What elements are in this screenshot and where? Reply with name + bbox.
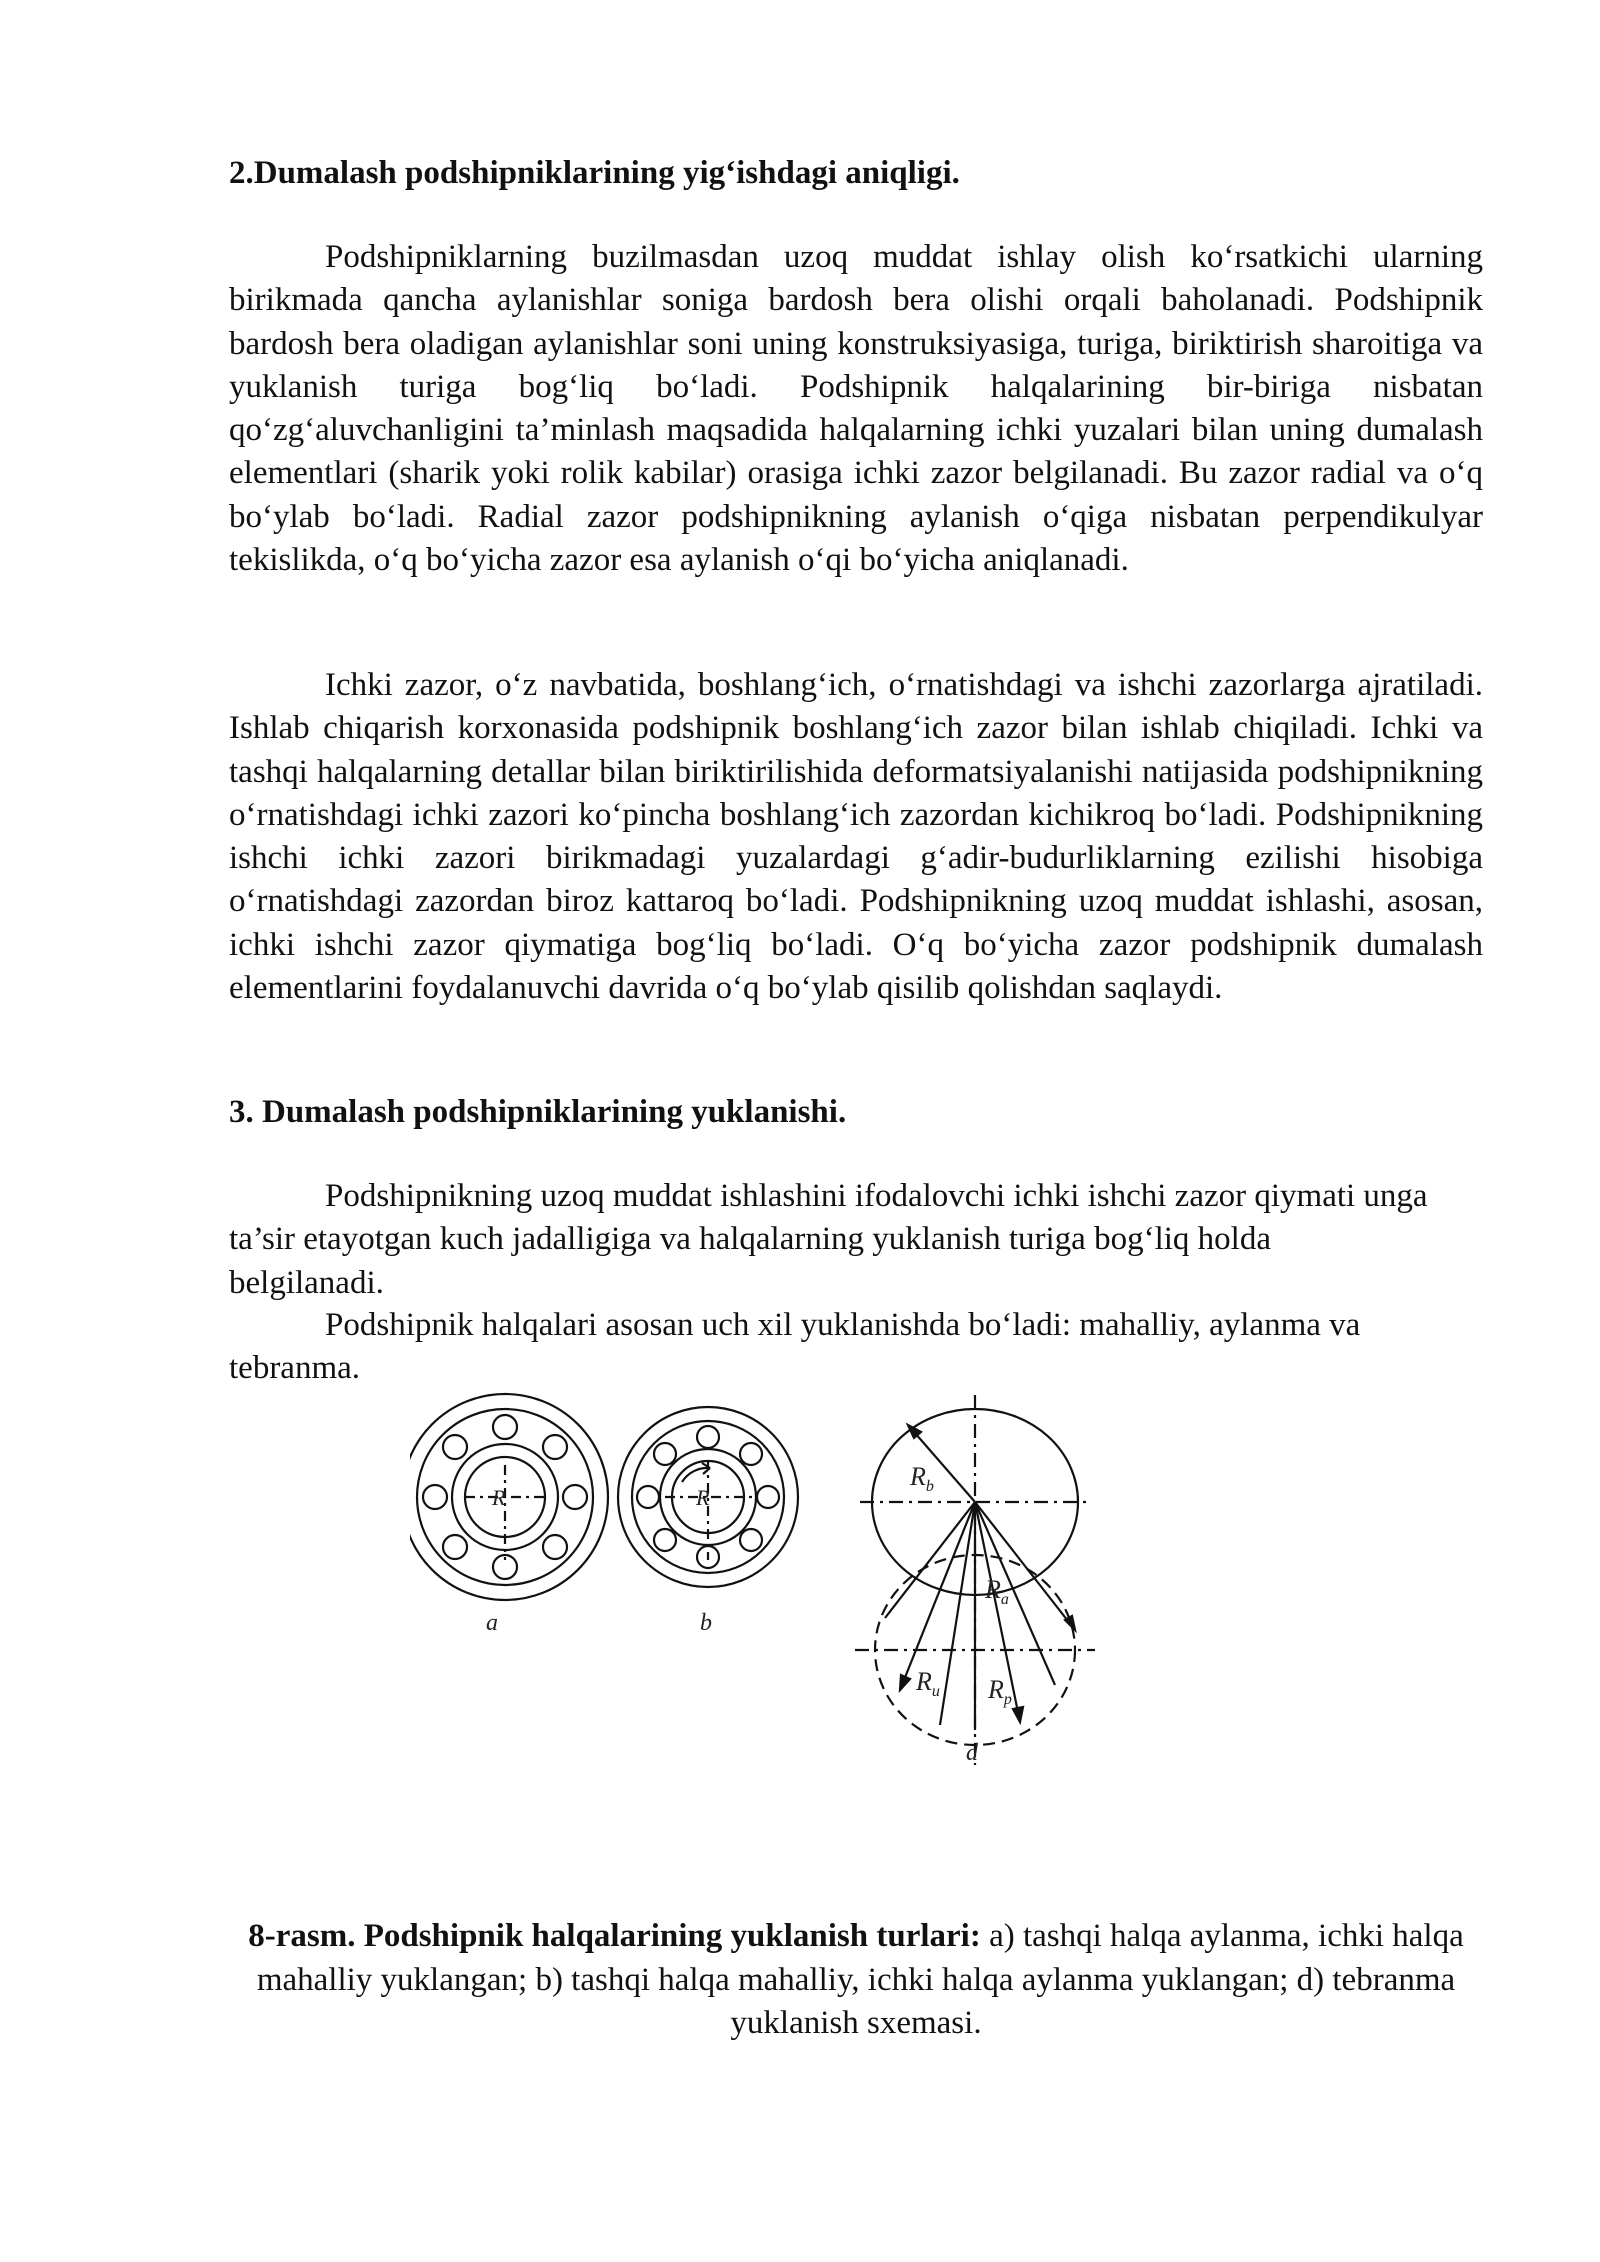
label-R-a: R	[492, 1485, 506, 1510]
bearing-a-drawing	[410, 1394, 608, 1600]
bearing-loading-figure	[410, 1390, 1130, 1770]
section-2-paragraph-2: Ichki zazor, o‘z navbatida, boshlang‘ich, o‘rnatishdagi va ishchi zazorlarga ajratiladi. Ishlab chiqarish korxonasida podshipnik boshlang‘ich zazor bilan ishlab chiqiladi. Ichki va tashqi halqalarning detallar bilan biriktirilishida deformatsiyalanishi natijasida podshipnikning o‘rnatishdagi ichki zazori ko‘pincha boshlang‘ich zazordan kichikroq bo‘ladi. Podshipnikning ishchi ichki zazori birikmadagi yuzalardagi g‘adir-budurliklarning ezilishi hisobiga o‘rnatishdagi zazordan biroz kattaroq bo‘ladi. Podshipnikning uzoq muddat ishlashi, asosan, ichki ishchi zazor qiymatiga bog‘liq bo‘ladi. O‘q bo‘yicha zazor podshipnik dumalash elementlarini foydalanuvchi davrida o‘q bo‘ylab qisilib qolishdan saqlaydi.	[229, 667, 1483, 1007]
label-d: d	[966, 1740, 978, 1766]
label-b: b	[700, 1610, 712, 1636]
section-3-heading: 3. Dumalash podshipniklarining yuklanishi.	[229, 1094, 847, 1130]
section-2-heading: 2.Dumalash podshipniklarining yig‘ishdagi aniqligi.	[229, 155, 960, 191]
figure-caption-title: 8-rasm. Podshipnik halqalarining yuklanish turlari:	[248, 1918, 981, 1954]
label-Ra: $R_a$	[985, 1575, 1009, 1608]
section-3-paragraph-1: Podshipnikning uzoq muddat ishlashini ifodalovchi ichki ishchi zazor qiymati unga ta’sir etayotgan kuch jadalligiga va halqalarning yuklanish turiga bog‘liq holda belgilanadi.	[229, 1178, 1428, 1301]
figure-caption	[229, 1915, 1483, 2046]
section-2-paragraph-1: Podshipniklarning buzilmasdan uzoq muddat ishlay olish ko‘rsatkichi ularning birikmada qancha aylanishlar soniga bardosh bera olishi orqali baholanadi. Podshipnik bardosh bera oladigan aylanishlar soni uning konstruksiyasiga, turiga, biriktirish sharoitiga va yuklanish turiga bog‘liq bo‘ladi. Podshipnik halqalarining bir-biriga nisbatan qo‘zg‘aluvchanligini ta’minlash maqsadida halqalarning ichki yuzalari bilan uning dumalash elementlari (sharik yoki rolik kabilar) orasiga ichki zazor belgilanadi. Bu zazor radial va o‘q bo‘ylab bo‘ladi. Radial zazor podshipnikning aylanish o‘qiga nisbatan perpendikulyar tekislikda, o‘q bo‘yicha zazor esa aylanish o‘qi bo‘yicha aniqlanadi.	[229, 239, 1483, 579]
oscillating-load-scheme	[855, 1395, 1095, 1765]
figure-caption-text: a) tashqi halqa aylanma, ichki halqa mahalliy yuklangan; b) tashqi halqa mahalliy, ichki halqa aylanma yuklangan; d) tebranma yuklanish sxemasi.	[256, 1918, 1464, 2041]
label-Rb: $R_b$	[910, 1462, 934, 1495]
section-3-paragraph-2: Podshipnik halqalari asosan uch xil yuklanishda bo‘ladi: mahalliy, aylanma va tebranma.	[229, 1307, 1361, 1387]
label-a: a	[486, 1610, 498, 1636]
label-Ru: $R_u$	[916, 1667, 940, 1700]
label-R-b: R	[696, 1485, 710, 1510]
label-Rp: $R_p$	[988, 1675, 1012, 1708]
